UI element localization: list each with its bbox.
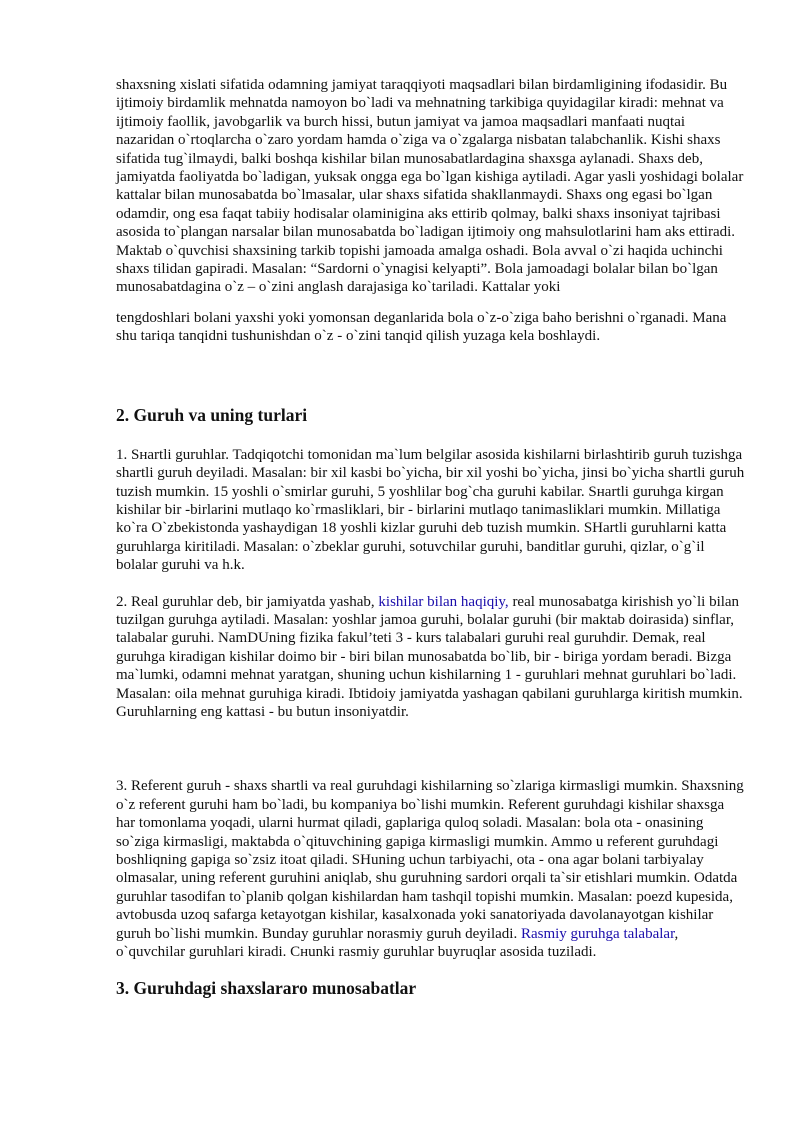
paragraph-real-groups	[116, 593, 746, 722]
inline-link-official-groups[interactable]: Rasmiy guruhga talabalar	[520, 925, 675, 942]
paragraph-text: 3. Referent guruh - shaxs shartli va real guruhdagi kishilarning so`zlariga kirmasligi mumkin. Shaxsning o`z referent guruhi ham bo`ladi, bu kompaniya bo`lishi mumkin. Referent guruhdagi kishilar shaxsga har tomonlama yoqadi, ularni hurmat qiladi, gaplariga quloq soladi. Masalan: bola ota - onasining so`ziga kirmasligi, maktabda o`qituvchining gapiga kirmasligi mumkin. Ammo u referent guruhdagi boshliqning gapiga so`zsiz itoat qiladi. SHuning uchun tarbiyachi, ota - ona agar bolani tarbiyalay olmasalar, uning referent guruhini aniqlab, shu guruhning sardori orqali ta`sir etishlari mumkin. Odatda guruhlar tasodifan to`planib qolgan kishilardan ham tashqil topishi mumkin. Masalan: poezd kupesida, avtobusda uzoq safarga ketayotgan kishilar, kasalxonada yoki sanatoriyada davolanayotgan kishilar guruh bo`lishi mumkin. Bunday guruhlar norasmiy guruh deyiladi.	[116, 778, 744, 942]
paragraph-self-criticism: tengdoshlari bolani yaxshi yoki yomonsan deganlarida bola o`z-o`ziga baho berishni o`rganadi. Mana shu tariqa tanqidni tushunishdan o`z - o`zini tanqid qilish yuzaga kela boshlaydi.	[116, 309, 727, 345]
paragraph-text: , o`quvchilar guruhlari kiradi. Cнunki rasmiy guruhlar buyruqlar asosida tuziladi.	[116, 925, 679, 961]
paragraph-text: real munosabatga kirishish yo`li bilan tuzilgan guruhga aytiladi. Masalan: yoshlar jamoa guruhi, bolalar guruhi (bir maktab doirasida) sinflar, talabalar guruhi. NamDUning fizika fakul’teti 3 - kurs talabalari guruhi real guruhdir. Demak, real guruhga kiradigan kishilar doimo bir - biri bilan munosabatda bo`lib, bir - biriga yordam beradi. Bizga ma`lumki, odamni mehnat yaratgan, shuning uchun kishilarning 1 - guruhlari mehnat guruhlari bo`ladi. Masalan: oila mehnat guruhiga kiradi. Ibtidoiy jamiyatda yashagan qabilani guruhlarga kiritish mumkin. Guruhlarning eng kattasi - bu butun insoniyatdir.	[116, 593, 743, 720]
inline-link-real-groups[interactable]: kishilar bilan haqiqiy,	[378, 593, 509, 610]
section-heading-interpersonal: 3. Guruhdagi shaxslararo munosabatlar	[116, 978, 417, 999]
document-page	[116, 76, 746, 999]
paragraph-text: 2. Real guruhlar deb, bir jamiyatda yashab,	[116, 593, 379, 610]
paragraph-referent-groups	[116, 777, 746, 961]
paragraph-conditional-groups: 1. Sнartli guruhlar. Tadqiqotchi tomonidan ma`lum belgilar asosida kishilarni birlashtirib guruh tuzishga shartli guruh deyiladi. Masalan: bir xil kasbi bo`yicha, bir xil yoshi bo`yicha, jinsi bo`yicha shartli guruh tuzish mumkin. 15 yoshli o`smirlar guruhi, 5 yoshlilar bog`cha guruhi kabilar. Sнartli guruhga kirgan kishilar bir -birlarini mutlaqo ko`rmasliklari, bir - birlarini mutlaqo tanimasliklari mumkin. Millatiga ko`ra O`zbekistonda yashaydigan 18 yoshli kizlar guruhi deb tuzish mumkin. SHartli guruhlarni katta guruhlarga kiritiladi. Masalan: o`zbeklar guruhi, sotuvchilar guruhi, banditlar guruhi, qizlar, o`g`il bolalar guruhi va h.k.	[116, 446, 745, 574]
section-heading-groups: 2. Guruh va uning turlari	[116, 404, 308, 425]
paragraph-personality: shaxsning xislati sifatida odamning jamiyat taraqqiyoti maqsadlari bilan birdamligining ifodasidir. Bu ijtimoiy birdamlik mehnatda namoyon bo`ladi va mehnatning tarkibiga quyidagilar kiradi: mehnat va ijtimoiy faollik, javobgarlik va burch hissi, butun jamiyat va jamoa maqsadlari manfaati nuqtai nazaridan o`rtoqlarcha o`zaro yordam hamda o`ziga va o`zgalarga nisbatan talabchanlik. Kishi shaxs sifatida tug`ilmaydi, balki boshqa kishilar bilan munosabatlardagina shaxsga aylanadi. Shaxs deb, jamiyatda faoliyatda bo`ladigan, yuksak ongga ega bo`lgan kishiga aytiladi. Agar yasli yoshidagi bolalar kattalar bilan munosabatda bo`lmasalar, ular shaxs sifatida shakllanmaydi. Shaxs ong egasi bo`lgan odamdir, ong esa faqat tabiiy hodisalar olaminigina aks ettirib qolmay, balki shaxs insoniyat tajribasi asosida to`plangan narsalar bilan munosabatda bo`ladigan ijtimoiy ong mahsulotlarini ham aks ettiradi. Maktab o`quvchisi shaxsining tarkib topishi jamoada amalga oshadi. Bola avval o`zi haqida uchinchi shaxs tilidan gapiradi. Masalan: “Sardorni o`ynagisi kelyapti”. Bola jamoadagi bolalar bilan bo`lgan munosabatdagina o`z – o`zini anglash darajasiga ko`tariladi. Kattalar yoki	[116, 77, 744, 296]
